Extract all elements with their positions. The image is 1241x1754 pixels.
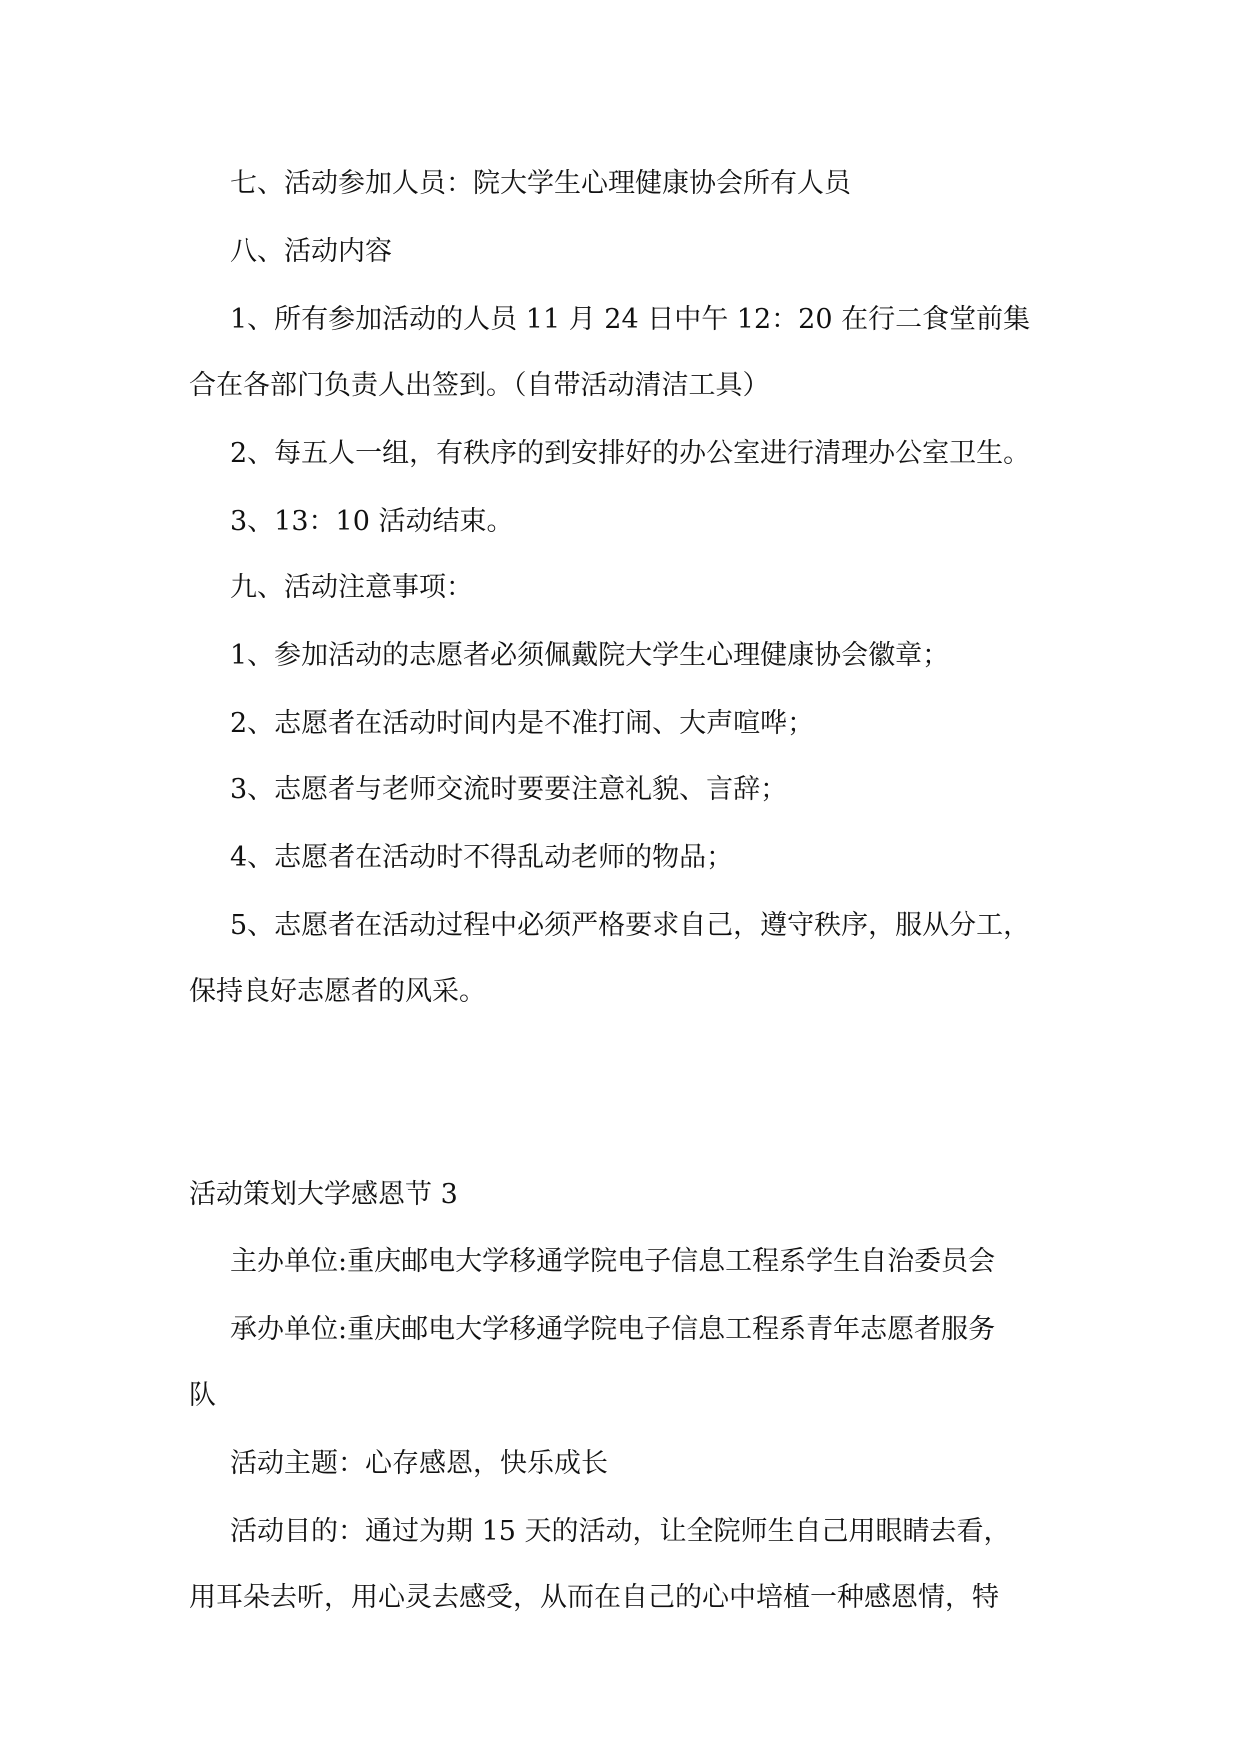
co-organizer-line: 承办单位:重庆邮电大学移通学院电子信息工程系青年志愿者服务 xyxy=(230,1314,996,1345)
section-heading-participants: 七、活动参加人员：院大学生心理健康协会所有人员 xyxy=(230,168,851,199)
note-item-2: 2、志愿者在活动时间内是不准打闹、大声喧哗； xyxy=(230,708,815,739)
note-item-5-continued: 保持良好志愿者的风采。 xyxy=(189,976,486,1007)
section-heading-notes: 九、活动注意事项： xyxy=(230,572,473,603)
note-item-3: 3、志愿者与老师交流时要要注意礼貌、言辞； xyxy=(230,774,788,805)
content-item-1-continued: 合在各部门负责人出签到。（自带活动清洁工具） xyxy=(189,370,770,401)
content-item-2: 2、每五人一组，有秩序的到安排好的办公室进行清理办公室卫生。 xyxy=(230,438,1031,469)
section-heading-content: 八、活动内容 xyxy=(230,236,392,267)
plan-title: 活动策划大学感恩节 3 xyxy=(189,1179,458,1210)
activity-purpose-line: 活动目的：通过为期 15 天的活动，让全院师生自己用眼睛去看， xyxy=(230,1516,1011,1547)
note-item-4: 4、志愿者在活动时不得乱动老师的物品； xyxy=(230,842,734,873)
organizer-line: 主办单位:重庆邮电大学移通学院电子信息工程系学生自治委员会 xyxy=(230,1246,996,1277)
content-item-1: 1、所有参加活动的人员 11 月 24 日中午 12：20 在行二食堂前集 xyxy=(230,304,1031,335)
note-item-1: 1、参加活动的志愿者必须佩戴院大学生心理健康协会徽章； xyxy=(230,640,950,671)
co-organizer-line-continued: 队 xyxy=(189,1380,216,1411)
content-item-3: 3、13：10 活动结束。 xyxy=(230,506,514,537)
activity-theme-line: 活动主题：心存感恩，快乐成长 xyxy=(230,1448,608,1479)
note-item-5: 5、志愿者在活动过程中必须严格要求自己，遵守秩序，服从分工， xyxy=(230,910,1031,941)
activity-purpose-line-continued: 用耳朵去听，用心灵去感受，从而在自己的心中培植一种感恩情，特 xyxy=(189,1582,999,1613)
